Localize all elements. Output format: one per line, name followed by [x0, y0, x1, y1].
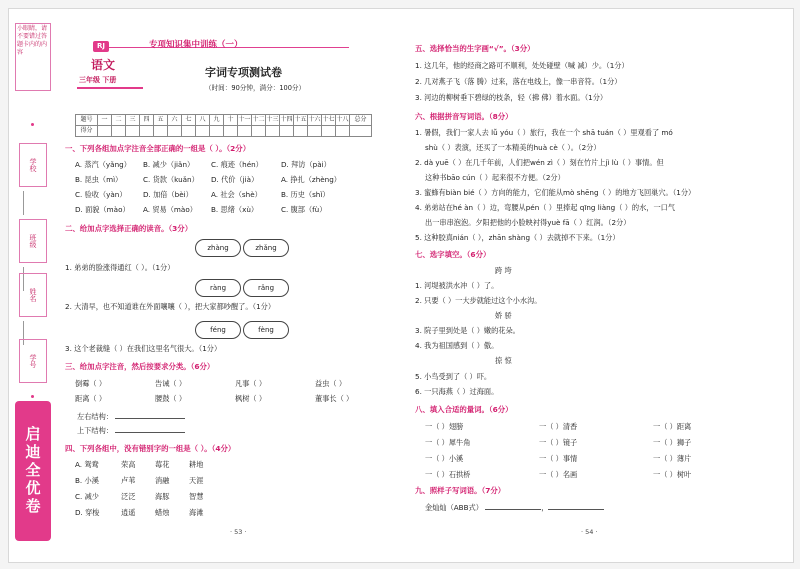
s4-word: 逍遥: [121, 508, 136, 517]
s4-word: 泛泛: [121, 492, 136, 501]
score-input-cell[interactable]: [210, 126, 224, 137]
score-input-cell[interactable]: [266, 126, 280, 137]
s1-option: B. 思绪（xù）: [211, 205, 259, 214]
s4-word: 消融: [155, 476, 170, 485]
page-number: · 54 ·: [581, 528, 598, 536]
score-input-cell[interactable]: [224, 126, 238, 137]
s8-title: 八、填入合适的量词。（6分）: [415, 405, 513, 414]
score-header-cell: 五: [154, 115, 168, 126]
score-input-cell[interactable]: [98, 126, 112, 137]
s4-word: A. 鸳鸯: [75, 460, 99, 469]
s8-measure-word: 一（ ）事情: [539, 454, 578, 463]
score-input-cell[interactable]: [112, 126, 126, 137]
s4-word: 耕地: [189, 460, 204, 469]
s4-word: 海豚: [155, 492, 170, 501]
s7-q: 6. 一只海燕（ ）过海面。: [415, 387, 499, 396]
pinyin-option[interactable]: ràng: [195, 279, 241, 297]
s3-word: 凡事（ ）: [235, 379, 267, 388]
s4-word: 荣高: [121, 460, 136, 469]
s6-line: 1. 暑假，我们一家人去 lǚ yóu（ ）旅行，我在一个 shā tuán（ ）里观看了 mó: [415, 128, 673, 137]
score-header-cell: 总分: [350, 115, 372, 126]
subject-title: 语文: [91, 58, 116, 72]
s1-option: A. 挣扎（zhèng）: [281, 175, 341, 184]
s4-word: 莓花: [155, 460, 170, 469]
s8-measure-word: 一（ ）薄片: [653, 454, 692, 463]
edition-badge: RJ: [93, 41, 109, 52]
s2-q1: 1. 弟弟的脸涨得通红（ ）。（1分）: [65, 263, 175, 272]
s1-option: C. 验收（yàn）: [75, 190, 127, 199]
exam-spread: [8, 8, 794, 563]
s3-top-bottom: 上下结构：: [77, 426, 185, 434]
banner-title: 专项知识集中训练（一）: [149, 40, 243, 50]
score-input-cell[interactable]: [308, 126, 322, 137]
s5-title: 五、选择恰当的生字画“√”。（3分）: [415, 44, 535, 53]
s7-title: 七、选字填空。（6分）: [415, 250, 491, 259]
s6-line: 2. dà yuē（ ）在几千年前，人们把wén zì（ ）刻在竹片上jì lù（ ）事情。但: [415, 158, 664, 167]
score-input-cell[interactable]: [252, 126, 266, 137]
s8-measure-word: 一（ ）小溪: [425, 454, 464, 463]
s8-measure-word: 一（ ）翅膀: [425, 422, 464, 431]
pinyin-option[interactable]: fèng: [243, 321, 289, 339]
s1-option: A. 社会（shè）: [211, 190, 262, 199]
score-input-cell[interactable]: [154, 126, 168, 137]
test-title: 字词专项测试卷: [205, 66, 282, 79]
s3-word: 倒霉（ ）: [75, 379, 107, 388]
score-header-cell: 十三: [266, 115, 280, 126]
score-header-cell: 十四: [280, 115, 294, 126]
s3-title: 三、给加点字注音，然后按要求分类。（6分）: [65, 362, 215, 371]
pinyin-option[interactable]: rǎng: [243, 279, 289, 297]
score-header-cell: 十八: [336, 115, 350, 126]
field-number: 学号: [19, 339, 47, 383]
s1-option: C. 腹部（fù）: [281, 205, 327, 214]
s8-measure-word: 一（ ）清香: [539, 422, 578, 431]
s8-measure-word: 一（ ）石拱桥: [425, 470, 471, 479]
s7-q: 4. 我为祖国感到（ ）傲。: [415, 341, 499, 350]
score-header-cell: 四: [140, 115, 154, 126]
s7-q: 5. 小鸟受到了（ ）吓。: [415, 372, 492, 381]
s5-q2: 2. 几对燕子飞（落 腾）过来，落在电线上，像一串音符。（1分）: [415, 77, 622, 86]
s7-q: 2. 只要（ ）一大步就能过这个小水沟。: [415, 296, 542, 305]
pinyin-option[interactable]: zhǎng: [243, 239, 289, 257]
score-header-cell: 十二: [252, 115, 266, 126]
pinyin-option[interactable]: zhàng: [195, 239, 241, 257]
score-input-cell[interactable]: [350, 126, 372, 137]
s4-word: 卢苇: [121, 476, 136, 485]
pinyin-option[interactable]: féng: [195, 321, 241, 339]
score-header-cell: 二: [112, 115, 126, 126]
field-name: 姓名: [19, 273, 47, 317]
s3-word: 腰鼓（ ）: [155, 394, 187, 403]
s6-line: 出一串串泡泡。夕阳把他的小脸映衬得yuè fā（ ）红润。（2分）: [425, 218, 631, 227]
s6-line: 这种书bāo cún（ ）起来很不方便。（2分）: [425, 173, 565, 182]
s1-option: D. 拜访（pài）: [281, 160, 331, 169]
s8-measure-word: 一（ ）名画: [539, 470, 578, 479]
score-input-cell[interactable]: [126, 126, 140, 137]
s3-word: 距离（ ）: [75, 394, 107, 403]
s4-word: 蜡烛: [155, 508, 170, 517]
s1-option: D. 面貌（mào）: [75, 205, 130, 214]
s1-title: 一、下列各组加点字注音全部正确的一组是（ ）。（2分）: [65, 144, 251, 153]
s1-option: D. 加倍（bèi）: [143, 190, 193, 199]
binding-sidebar: [13, 23, 53, 553]
s6-line: 3. 蜜蜂有biàn bié（ ）方向的能力，它们能从mò shēng（ ）的地方飞回巢穴。（1分）: [415, 188, 696, 197]
score-input-cell[interactable]: [294, 126, 308, 137]
s4-word: D. 穿梭: [75, 508, 100, 517]
s1-option: A. 贸易（mào）: [143, 205, 197, 214]
score-input-cell[interactable]: [196, 126, 210, 137]
score-header-cell: 七: [182, 115, 196, 126]
s2-q2: 2. 大清早，也不知道谁在外面嚷嚷（ ），把大家都吵醒了。（1分）: [65, 302, 276, 311]
s7-group: 掠 惊: [495, 356, 512, 365]
score-header-cell: 题号: [76, 115, 98, 126]
score-header-cell: 三: [126, 115, 140, 126]
score-header-cell: 十七: [322, 115, 336, 126]
score-header-cell: 十五: [294, 115, 308, 126]
field-school: 学校: [19, 143, 47, 187]
s3-word: 益虫（ ）: [315, 379, 347, 388]
s1-option: B. 减少（jiǎn）: [143, 160, 195, 169]
s4-title: 四、下列各组中，没有错别字的一组是（ ）。（4分）: [65, 444, 236, 453]
s8-measure-word: 一（ ）距离: [653, 422, 692, 431]
score-header-cell: 十一: [238, 115, 252, 126]
s2-title: 二、给加点字选择正确的读音。（3分）: [65, 224, 193, 233]
grade-label: 三年级 下册: [79, 76, 117, 84]
score-input-cell[interactable]: [238, 126, 252, 137]
s6-title: 六、根据拼音写词语。（8分）: [415, 112, 513, 121]
s8-measure-word: 一（ ）树叶: [653, 470, 692, 479]
s8-measure-word: 一（ ）镜子: [539, 438, 578, 447]
sidebar-notice: 小眼睛，请不要错过答题卡内的内容: [15, 23, 51, 91]
test-info: （时间：90分钟，满分：100分）: [205, 84, 306, 92]
s4-word: 天涯: [189, 476, 204, 485]
score-header-cell: 一: [98, 115, 112, 126]
s3-word: 董事长（ ）: [315, 394, 354, 403]
score-header-cell: 九: [210, 115, 224, 126]
score-input-cell[interactable]: [168, 126, 182, 137]
s9-example: 金灿灿（ABB式） ，: [425, 503, 604, 511]
score-input-cell[interactable]: [336, 126, 350, 137]
s9-title: 九、照样子写词语。（7分）: [415, 486, 506, 495]
score-input-cell[interactable]: [140, 126, 154, 137]
s6-line: 5. 这种胶真nián（ ），zhān shàng（ ）去就掉不下来。（1分）: [415, 233, 620, 242]
s7-group: 跨 垮: [495, 266, 512, 275]
s4-word: 智慧: [189, 492, 204, 501]
s6-line: 4. 弟弟站在hé àn（ ）边，弯腰从pén（ ）里捧起 qīng liàng（ ）的水，一口气: [415, 203, 676, 212]
score-input-cell[interactable]: [280, 126, 294, 137]
s7-q: 1. 河堤被洪水冲（ ）了。: [415, 281, 499, 290]
score-input-cell[interactable]: [182, 126, 196, 137]
s3-left-right: 左右结构：: [77, 412, 185, 420]
s3-word: 枫树（ ）: [235, 394, 267, 403]
s1-option: B. 昆虫（mì）: [75, 175, 123, 184]
field-class: 班级: [19, 219, 47, 263]
s1-option: C. 痕迹（hén）: [211, 160, 263, 169]
s4-word: C. 减少: [75, 492, 99, 501]
s4-word: B. 小溪: [75, 476, 99, 485]
s1-option: D. 代价（jià）: [211, 175, 259, 184]
s1-option: A. 蒸汽（yǎng）: [75, 160, 131, 169]
s7-q: 3. 院子里到处是（ ）嫩的花朵。: [415, 326, 520, 335]
score-header-cell: 十六: [308, 115, 322, 126]
s4-word: 海滩: [189, 508, 204, 517]
s2-q3: 3. 这个老裁缝（ ）在我们这里名气很大。（1分）: [65, 344, 222, 353]
s8-measure-word: 一（ ）犀牛角: [425, 438, 471, 447]
s3-word: 告诫（ ）: [155, 379, 187, 388]
score-header-cell: 六: [168, 115, 182, 126]
brand-logo: 启迪全优卷: [15, 401, 51, 541]
score-label-cell: 得分: [76, 126, 98, 137]
s1-option: C. 货款（kuǎn）: [143, 175, 199, 184]
s7-group: 娇 骄: [495, 311, 512, 320]
s5-q3: 3. 河边的柳树垂下碧绿的枝条，轻（拂 佛）着水面。（1分）: [415, 93, 608, 102]
s5-q1: 1. 这几年，他的经商之路可不顺利，处处碰壁（喊 减）少。（1分）: [415, 61, 629, 70]
page-number: · 53 ·: [230, 528, 247, 536]
s8-measure-word: 一（ ）狮子: [653, 438, 692, 447]
score-table: [75, 114, 372, 137]
s1-option: B. 历史（shǐ）: [281, 190, 330, 199]
score-input-cell[interactable]: [322, 126, 336, 137]
score-header-cell: 八: [196, 115, 210, 126]
score-header-cell: 十: [224, 115, 238, 126]
s6-line: shù（ ）表演，还买了一本精美的huà cè（ ）。（2分）: [425, 143, 601, 152]
